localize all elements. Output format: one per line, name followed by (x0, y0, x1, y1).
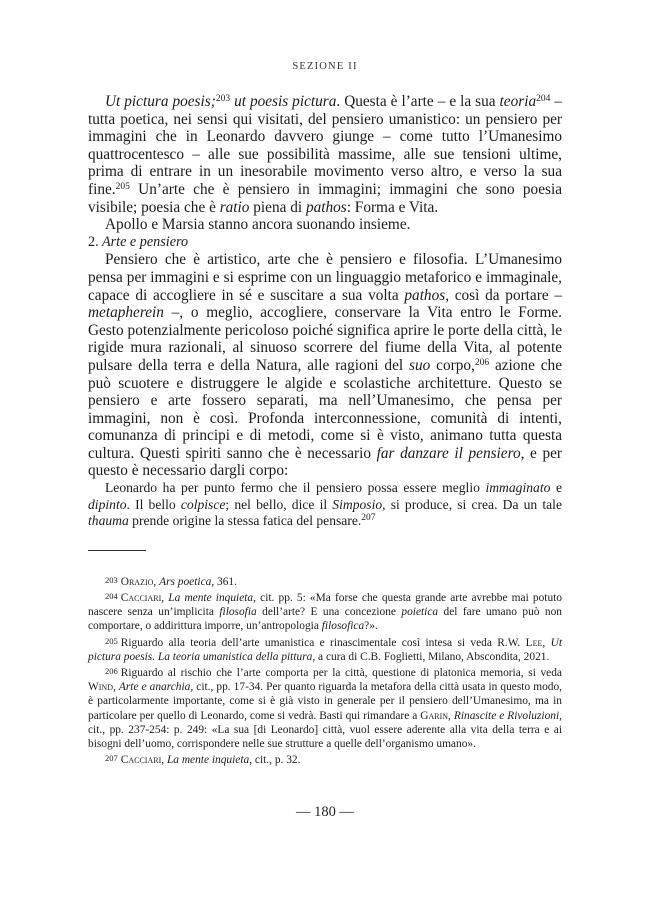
running-head: SEZIONE II (292, 61, 358, 72)
text-span: pathos (404, 286, 446, 304)
footnote-ref-205[interactable]: 205 (115, 181, 130, 192)
text-span: far danzare il pensiero (376, 444, 521, 462)
section-number: 2. (88, 233, 99, 250)
text-span: : Forma e Vita. (346, 198, 439, 216)
text-span: , (542, 636, 551, 649)
main-text (88, 93, 562, 767)
text-span: –, o meglio, accogliere, conservare la Vita entro le Forme. Gesto potenzialmente pericoloso poiché significa aprire le porte della città, le rigide mura razionali, al sinuoso scorrere del fiume della Vita, al potente pulsare della terra e della Natura, alle ragioni del (88, 304, 562, 374)
author-name: Orazio (120, 575, 154, 588)
section-heading (88, 234, 562, 252)
footnote-203 (88, 573, 562, 589)
author-name: Lee (525, 636, 543, 649)
page-number: — 180 — (296, 804, 354, 820)
footnote-205 (88, 634, 562, 664)
text-span: . Il bello (126, 496, 181, 512)
text-span: , si produce, si crea. Da un tale (382, 496, 562, 512)
work-title: Arte e anarchia (118, 681, 191, 694)
text-span: Leonardo ha per punto fermo che il pensiero possa essere meglio (105, 480, 486, 496)
author-name: Cacciari (120, 592, 162, 605)
paragraph-1 (88, 93, 562, 216)
text-span: ut poesis pictura (234, 93, 337, 110)
footnote-number: 206 (105, 666, 118, 677)
footnote-number: 204 (105, 591, 118, 602)
text-span: Riguardo alla teoria dell’arte umanistica e rinascimentale così intesa si veda R.W. (120, 636, 526, 649)
work-title: Ut pictura poesis. La teoria umanistica della pittura (88, 636, 562, 663)
footnote-number: 207 (105, 753, 118, 764)
text-span: prende origine la stessa fatica del pensare. (128, 513, 362, 529)
work-title: Ars poetica (159, 575, 212, 588)
text-span: , cit., pp. 17-34. Per quanto riguarda la metafora della città usata in questo modo, è particolarmente importante, come si è già visto in generale per il pensiero dell’Umanesimo, ma in particolare per quello di Leonardo, come si vedrà. Basti qui rimandare a (88, 681, 563, 722)
footnote-ref-207[interactable]: 207 (361, 513, 376, 524)
section-title: Arte e pensiero (101, 233, 189, 250)
footnote-number: 205 (105, 635, 118, 646)
text-span: Riguardo al rischio che l’arte comporta per la città, questione di platonica memoria, si veda (120, 667, 562, 680)
footnote-separator (88, 550, 146, 551)
text-span: Simposio (332, 496, 383, 512)
text-span: teoria (499, 93, 537, 110)
paragraph-2: Apollo e Marsia stanno ancora suonando insieme. (105, 216, 411, 234)
footnotes (88, 573, 562, 768)
text-span: ; nel bello, dice il (225, 496, 333, 512)
text-span: , (153, 575, 160, 588)
author-name: Wind (88, 681, 113, 694)
footnote-ref-206[interactable]: 206 (474, 357, 490, 368)
author-name: Cacciari (120, 754, 162, 767)
paragraph-3 (88, 251, 562, 480)
text-span: Un’arte che è pensiero in immagini; immagini che sono poesia visibile; poesia che è (88, 180, 562, 216)
text-span: immaginato (485, 480, 551, 496)
footnote-206 (88, 664, 562, 751)
text-span: piena di (249, 198, 306, 216)
text-span: ratio (219, 198, 250, 216)
footnote-ref-204[interactable]: 204 (536, 94, 551, 104)
text-span: colpisce (180, 496, 226, 512)
text-span: dell’arte? E una concezione (256, 606, 402, 619)
text-span: filosofia (219, 606, 257, 619)
text-span: , (448, 709, 454, 722)
text-span: e (550, 480, 562, 496)
text-span: , così da portare – (445, 286, 562, 304)
footnote-204 (88, 589, 562, 634)
text-span: . Questa è l’arte – e la sua (336, 93, 500, 110)
block-quote (88, 480, 562, 530)
text-span: ?». (364, 620, 378, 633)
footnote-207 (88, 751, 562, 767)
text-span: , cit., pp. 237-254: p. 249: «La sua [di Leonardo] città, vuol essere aderente alla vita della terra e ai bisogni dell’uomo, corrispondere nelle sue strutture a quelle dell’organismo umano». (88, 709, 562, 751)
text-span: – tutta poetica, nei sensi qui visitati, del pensiero umanistico: un pensiero per immagini che in Leonardo davvero giunge – come tutto l’Umanesimo quattrocentesco – alle sue possibilità massime, alle sue tensioni ultime, prima di entrare in un inesorabile movimento verso altro, e verso la sua fine. (88, 93, 562, 198)
text-span: Ut pictura poesis; (105, 93, 216, 110)
text-span: dipinto (88, 496, 127, 512)
text-span: pathos (305, 198, 347, 216)
text-span: suo (409, 356, 431, 374)
text-span: metapherein (88, 304, 164, 322)
text-span: thauma (88, 513, 129, 529)
text-span: Pensiero che è artistico, arte che è pensiero e filosofia. L’Umanesimo pensa per immagini e si esprime con un linguaggio metaforico e immaginale, capace di accogliere in sé e suscitare a sua volta (88, 251, 562, 304)
footnote-ref-203[interactable]: 203 (215, 94, 231, 104)
text-span: , cit. pp. 5: «Ma forse che questa grande arte avrebbe mai potuto nascere senza un’implicita (88, 592, 563, 619)
work-title: Rinascite e Rivoluzioni (453, 709, 560, 722)
text-span: , a cura di C.B. Foglietti, Milano, Abscondita, 2021. (312, 650, 550, 663)
author-name: Garin (420, 709, 449, 722)
text-span: corpo, (430, 356, 475, 374)
footnote-number: 203 (105, 574, 118, 585)
text-span: , 361. (211, 575, 237, 588)
work-title: La mente inquieta (166, 754, 250, 767)
text-span: del fare umano può non comportare, o addirittura imporre, un’antropologia (88, 606, 562, 633)
text-span: , (161, 754, 167, 767)
text-span: filosofica (321, 620, 365, 633)
text-span: , (112, 681, 119, 694)
text-span: , cit., p. 32. (249, 754, 301, 767)
text-span: , (161, 592, 169, 605)
text-span: , e per questo è necessario dargli corpo: (88, 444, 562, 480)
text-span: poietica (401, 606, 439, 619)
text-span: azione che può scuotere e distruggere le algide e scolastiche architetture. Questo se pensiero e arte fossero separati, ma nell’Umanesimo, che pensa per immagini, non è così. Profonda interconnessione, comunità di intenti, comunanza di principi e di metodi, come si è visto, animano tutta questa cultura. Questi spiriti sanno che è necessario (88, 356, 562, 462)
work-title: La mente inquieta (168, 592, 254, 605)
